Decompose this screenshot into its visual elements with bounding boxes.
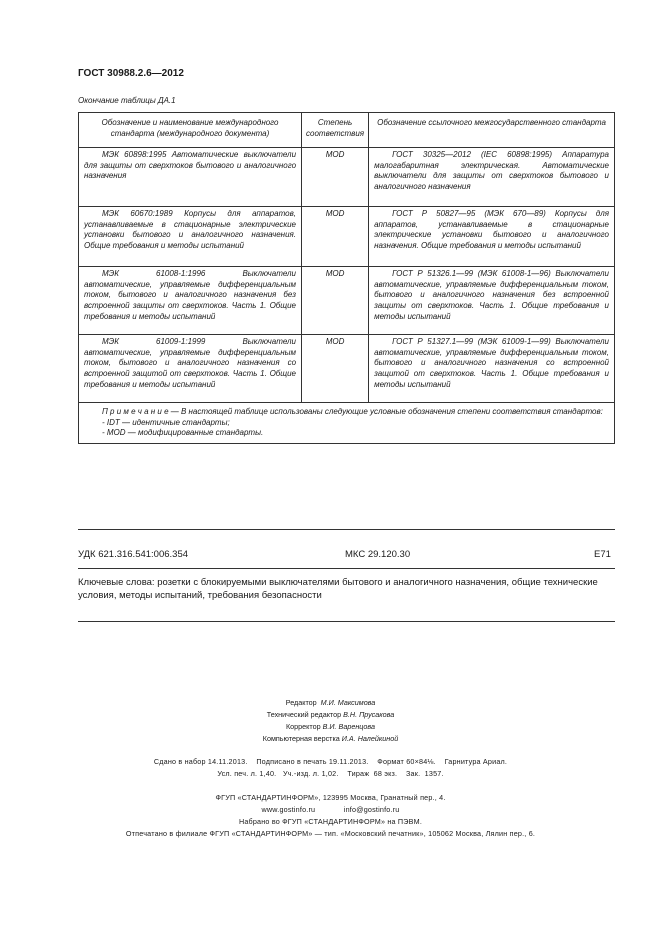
intl-standard-cell: МЭК 61008-1:1996 Выключатели автоматические, управляемые дифференциальным током, бытового и аналогичного назначения без встроенной защиты от сверхтоков. Часть 1. Общие требования и методы испытаний — [79, 267, 302, 335]
table-row — [79, 335, 615, 403]
header-intl-standard: Обозначение и наименование международного стандарта (международного документа) — [79, 113, 302, 148]
note-lead: П р и м е ч а н и е — В настоящей таблице использованы следующие условные обозначения степени соответствия стандартов: — [102, 407, 603, 417]
intl-standard-cell: МЭК 61009-1:1999 Выключатели автоматические, управляемые дифференциальным током, бытового и аналогичного назначения со встроенной защитой от сверхтоков. Часть 1. Общие требования и методы испытаний — [79, 335, 302, 403]
ref-standard-cell: ГОСТ Р 51326.1—99 (МЭК 61008-1—96) Выключатели автоматические, управляемые дифференциальным током, бытового и аналогичного назначения без встроенной защиты от сверхтоков. Часть 1. Общие требования и методы испытаний — [369, 267, 615, 335]
mks-code: МКС 29.120.30 — [345, 549, 411, 560]
proofreader-line: Корректор В.И. Варенцова — [286, 722, 375, 731]
editor-line: Редактор М.И. Максимова — [285, 698, 376, 707]
print-info-line-1: Сдано в набор 14.11.2013. Подписано в печать 19.11.2013. Формат 60×84⅛. Гарнитура Ариал. — [153, 757, 508, 766]
divider-bottom — [78, 621, 615, 622]
divider-top — [78, 529, 615, 530]
table-caption: Окончание таблицы ДА.1 — [78, 96, 176, 105]
tech-editor-name: В.Н. Прусакова — [343, 710, 395, 719]
udk-code: УДК 621.316.541:006.354 — [78, 549, 189, 560]
document-code: ГОСТ 30988.2.6—2012 — [78, 68, 184, 79]
note-item-idt: - IDT — идентичные стандарты; — [102, 417, 230, 427]
keywords: Ключевые слова: розетки с блокируемыми выключателями бытового и аналогичного назначения, общие технические условия, методы испытаний, требования безопасности — [78, 577, 598, 601]
layout-name: И.А. Налейкиной — [341, 734, 399, 743]
ref-standard-cell: ГОСТ Р 50827—95 (МЭК 670—89) Корпусы для аппаратов, устанавливаемые в стационарные электрические установки бытового и аналогичного назначения. Общие требования и методы испытаний — [369, 207, 615, 267]
publisher-line-3: Набрано во ФГУП «СТАНДАРТИНФОРМ» на ПЭВМ. — [238, 817, 423, 826]
table-note-row — [79, 403, 615, 444]
degree-cell: MOD — [302, 207, 369, 267]
degree-cell: MOD — [302, 148, 369, 207]
table-note — [79, 403, 615, 444]
degree-cell: MOD — [302, 267, 369, 335]
header-ref-standard: Обозначение ссылочного межгосударственного стандарта — [369, 113, 615, 148]
ref-standard-cell: ГОСТ 30325—2012 (IEC 60898:1995) Аппаратура малогабаритная электрическая. Автоматические выключатели для защиты от сверхтоков бытового и аналогичного назначения — [369, 148, 615, 207]
header-degree: Степень соответствия — [302, 113, 369, 148]
table-row — [79, 207, 615, 267]
layout-line: Компьютерная верстка И.А. Налейкиной — [262, 734, 399, 743]
degree-cell: MOD — [302, 335, 369, 403]
tech-editor-line: Технический редактор В.Н. Прусакова — [266, 710, 395, 719]
print-info-line-2: Усл. печ. л. 1,40. Уч.-изд. л. 1,02. Тираж 68 экз. Зак. 1357. — [217, 769, 444, 778]
table-row — [79, 267, 615, 335]
proofreader-name: В.И. Варенцова — [322, 722, 375, 731]
divider-middle — [78, 568, 615, 569]
standards-table — [78, 112, 615, 444]
intl-standard-cell: МЭК 60670:1989 Корпусы для аппаратов, устанавливаемые в стационарные электрические установки бытового и аналогичного назначения. Общие требования и методы испытаний — [79, 207, 302, 267]
table-row — [79, 148, 615, 207]
intl-standard-cell: МЭК 60898:1995 Автоматические выключатели для защиты от сверхтоков бытового и аналогичного назначения — [79, 148, 302, 207]
note-item-mod: - MOD — модифицированные стандарты. — [102, 428, 264, 438]
publisher-line-1: ФГУП «СТАНДАРТИНФОРМ», 123995 Москва, Гранатный пер., 4. — [215, 793, 446, 802]
ref-standard-cell: ГОСТ Р 51327.1—99 (МЭК 61009-1—99) Выключатели автоматические, управляемые дифференциальным током, бытового и аналогичного назначения со встроенной защитой от сверхтоков. Часть 1. Общие требования и методы испытаний — [369, 335, 615, 403]
okstu-code: Е71 — [594, 549, 611, 560]
publisher-line-2: www.gostinfo.ru info@gostinfo.ru — [261, 805, 400, 814]
editor-name: М.И. Максимова — [320, 698, 376, 707]
publisher-line-4: Отпечатано в филиале ФГУП «СТАНДАРТИНФОРМ» — тип. «Московский печатник», 105062 Москва, Лялин пер., 6. — [125, 829, 536, 838]
table-header-row — [79, 113, 615, 148]
